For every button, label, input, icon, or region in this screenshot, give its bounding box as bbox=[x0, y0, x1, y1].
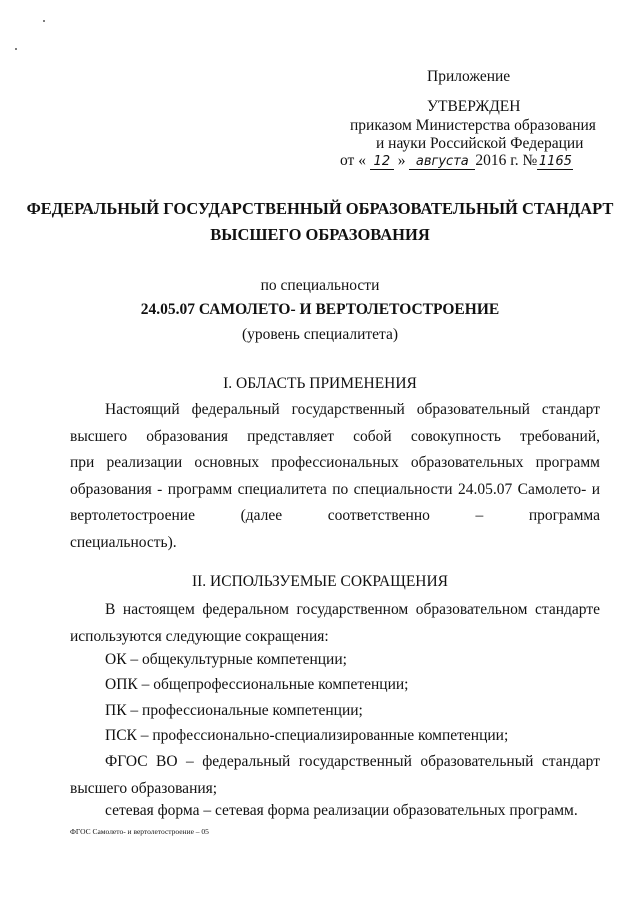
date-prefix: от « bbox=[340, 152, 366, 169]
abbreviation-fgos bbox=[70, 749, 600, 802]
date-month-handwritten: августа bbox=[409, 155, 475, 170]
fgos-line: высшего образования; bbox=[70, 779, 218, 797]
abbreviation-psk: ПСК – профессионально-специализированные компетенции; bbox=[105, 727, 509, 744]
order-date-line bbox=[340, 152, 573, 170]
date-separator: » bbox=[397, 152, 406, 169]
date-day-handwritten: 12 bbox=[370, 155, 394, 170]
paragraph-line: при реализации основных профессиональных образовательных программ bbox=[70, 454, 600, 471]
paragraph-line: высшего образования представляет собой совокупность требований, bbox=[70, 427, 600, 445]
scan-speck bbox=[43, 20, 45, 22]
document-title-line-1: ФЕДЕРАЛЬНЫЙ ГОСУДАРСТВЕННЫЙ ОБРАЗОВАТЕЛЬНЫЙ СТАНДАРТ bbox=[26, 199, 614, 218]
document-title-line-2: ВЫСШЕГО ОБРАЗОВАНИЯ bbox=[210, 225, 430, 244]
order-line-2: и науки Российской Федерации bbox=[376, 135, 584, 152]
abbreviation-ok: ОК – общекультурные компетенции; bbox=[105, 651, 347, 668]
abbreviation-pk: ПК – профессиональные компетенции; bbox=[105, 702, 363, 719]
specialty-name: 24.05.07 САМОЛЕТО- И ВЕРТОЛЕТОСТРОЕНИЕ bbox=[140, 301, 500, 318]
section-2-intro bbox=[70, 597, 600, 650]
abbreviation-network-form: сетевая форма – сетевая форма реализации образовательных программ. bbox=[105, 802, 578, 819]
abbreviation-opk: ОПК – общепрофессиональные компетенции; bbox=[105, 676, 409, 693]
paragraph-line: Настоящий федеральный государственный образовательный стандарт bbox=[105, 401, 600, 418]
specialty-level: (уровень специалитета) bbox=[241, 326, 399, 343]
intro-line: В настоящем федеральном государственном образовательном стандарте bbox=[105, 601, 600, 618]
order-line-1: приказом Министерства образования bbox=[350, 117, 596, 134]
appendix-label: Приложение bbox=[427, 68, 511, 85]
paragraph-last-line: специальность). bbox=[70, 533, 177, 551]
order-number-handwritten: 1165 bbox=[538, 154, 572, 169]
intro-line: используются следующие сокращения: bbox=[70, 627, 329, 645]
scan-speck bbox=[15, 48, 17, 50]
section-1-paragraph bbox=[70, 397, 600, 556]
date-year: 2016 г. № bbox=[475, 152, 538, 169]
page-footer: ФГОС Самолето- и вертолетостроение – 05 bbox=[70, 827, 209, 836]
paragraph-line: образования - программ специалитета по специальности 24.05.07 Самолето- и bbox=[70, 480, 600, 498]
paragraph-line: вертолетостроение (далее соответственно – программа bbox=[70, 507, 600, 524]
section-1-heading: I. ОБЛАСТЬ ПРИМЕНЕНИЯ bbox=[223, 375, 417, 392]
section-2-heading: II. ИСПОЛЬЗУЕМЫЕ СОКРАЩЕНИЯ bbox=[191, 573, 449, 590]
specialty-label: по специальности bbox=[260, 277, 380, 294]
fgos-line: ФГОС ВО – федеральный государственный образовательный стандарт bbox=[105, 753, 600, 770]
approved-label: УТВЕРЖДЕН bbox=[427, 98, 521, 115]
